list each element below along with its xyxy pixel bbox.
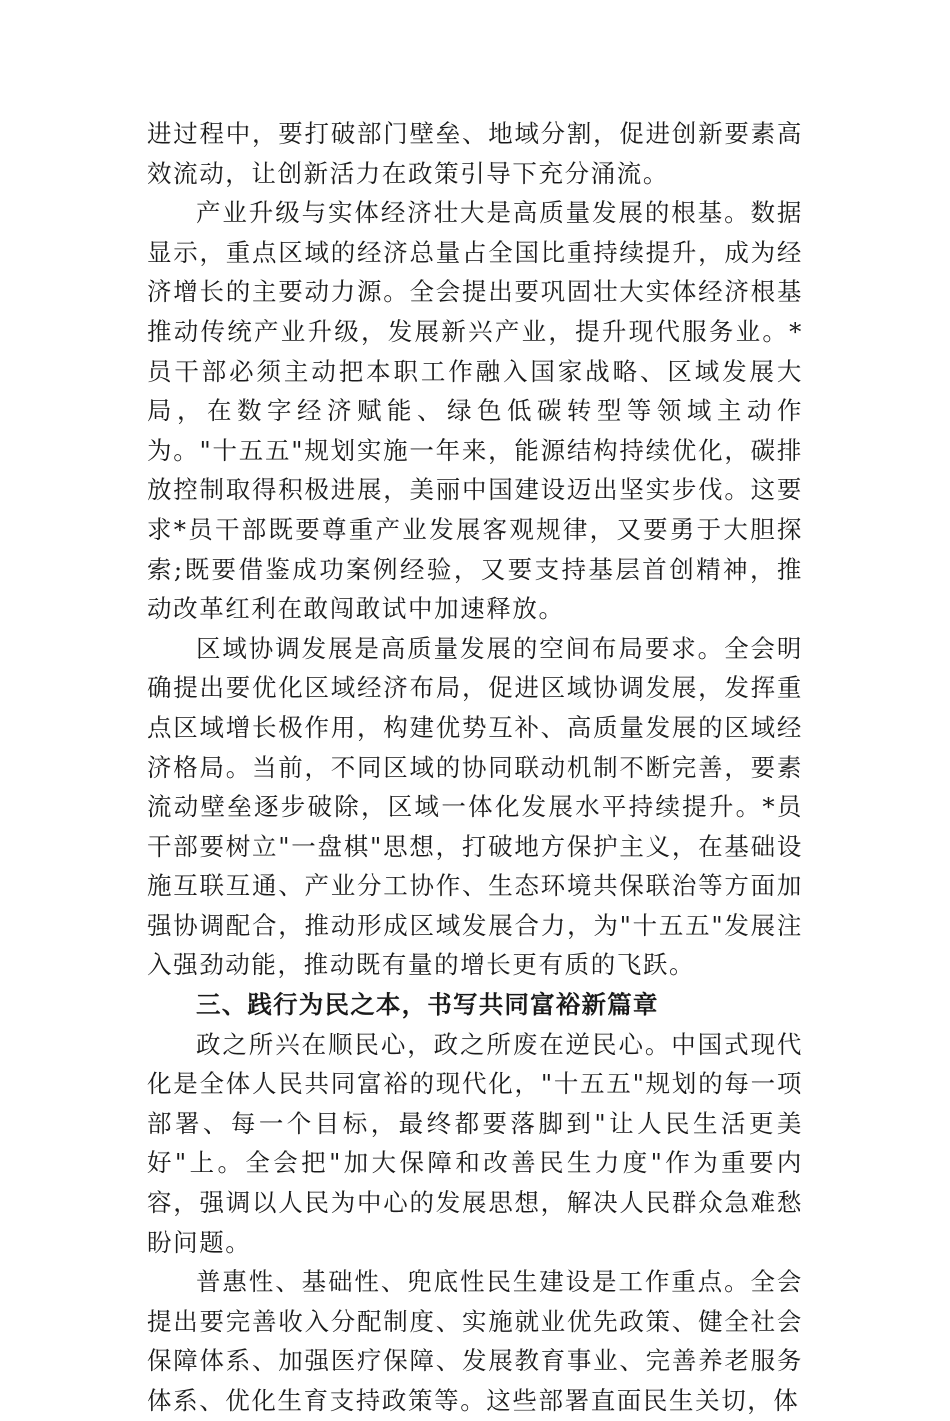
document-body xyxy=(147,114,803,1421)
paragraph-livelihood: 普惠性、基础性、兜底性民生建设是工作重点。全会提出要完善收入分配制度、实施就业优先政策、健全社会保障体系、加强医疗保障、发展教育事业、完善养老服务体系、优化生育支持政策等。这些部署直面民生关切，体 xyxy=(147,1267,803,1415)
paragraph-regional-coordination: 区域协调发展是高质量发展的空间布局要求。全会明确提出要优化区域经济布局，促进区域协调发展，发挥重点区域增长极作用，构建优势互补、高质量发展的区域经济格局。当前，不同区域的协同联动机制不断完善，要素流动壁垒逐步破除，区域一体化发展水平持续提升。*员干部要树立"一盘棋"思想，打破地方保护主义，在基础设施互联互通、产业分工协作、生态环境共保联治等方面加强协调配合，推动形成区域发展合力，为"十五五"发展注入强劲动能，推动既有量的增长更有质的飞跃。 xyxy=(147,633,803,980)
paragraph-continuation: 进过程中，要打破部门壁垒、地域分割，促进创新要素高效流动，让创新活力在政策引导下充分涌流。 xyxy=(147,119,803,188)
paragraph-people-centered: 政之所兴在顺民心，政之所废在逆民心。中国式现代化是全体人民共同富裕的现代化，"十五五"规划的每一项部署、每一个目标，最终都要落脚到"让人民生活更美好"上。全会把"加大保障和改善民生力度"作为重要内容，强调以人民为中心的发展思想，解决人民群众急难愁盼问题。 xyxy=(147,1029,803,1257)
section-heading: 三、践行为民之本，书写共同富裕新篇章 xyxy=(196,990,659,1020)
paragraph-industry-upgrade: 产业升级与实体经济壮大是高质量发展的根基。数据显示，重点区域的经济总量占全国比重持续提升，成为经济增长的主要动力源。全会提出要巩固壮大实体经济根基推动传统产业升级，发展新兴产业，提升现代服务业。*员干部必须主动把本职工作融入国家战略、区域发展大局，在数字经济赋能、绿色低碳转型等领域主动作为。"十五五"规划实施一年来，能源结构持续优化，碳排放控制取得积极进展，美丽中国建设迈出坚实步伐。这要求*员干部既要尊重产业发展客观规律，又要勇于大胆探索;既要借鉴成功案例经验，又要支持基层首创精神，推动改革红利在敢闯敢试中加速释放。 xyxy=(147,198,803,624)
